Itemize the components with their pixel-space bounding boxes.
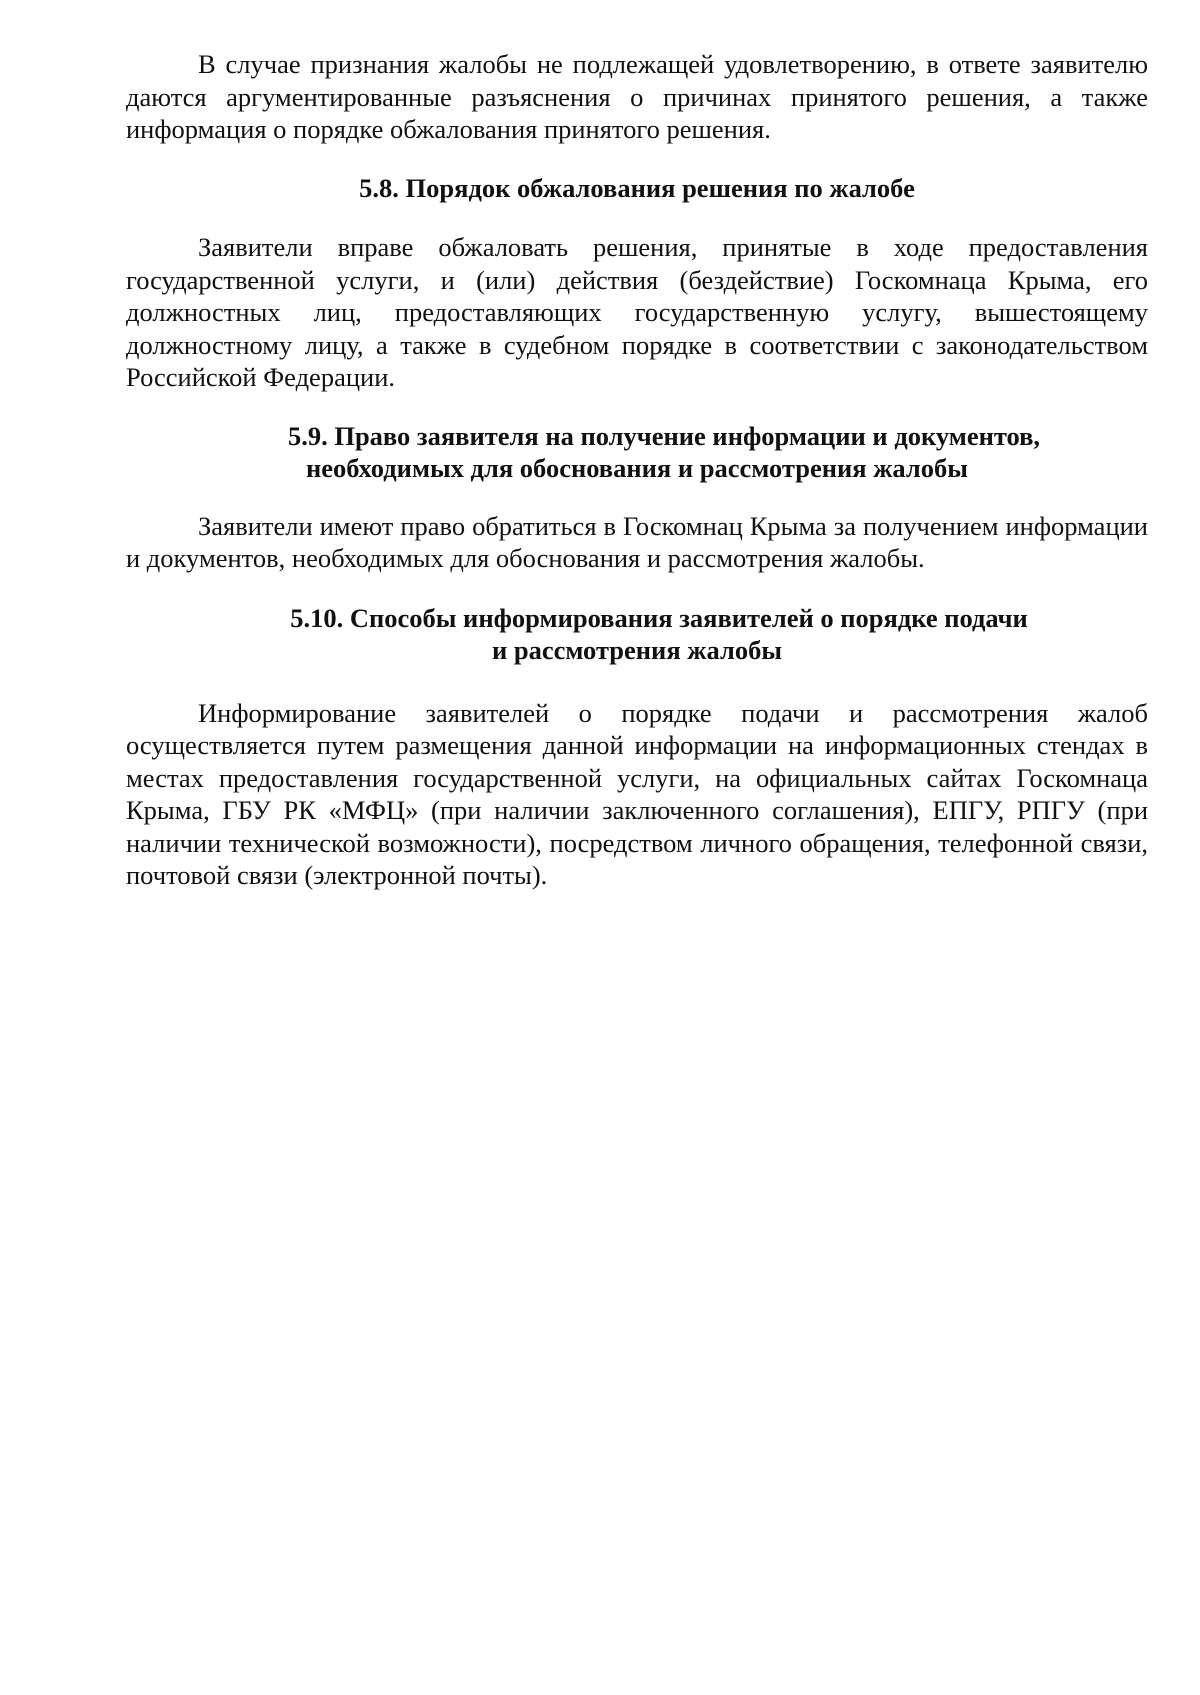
heading-5-10 bbox=[126, 602, 1148, 667]
paragraph-5-9: Заявители имеют право обратиться в Госкомнац Крыма за получением информации и документов, необходимых для обоснования и рассмотрения жалобы. bbox=[126, 510, 1148, 573]
heading-5-10-line-1: 5.10. Способы информирования заявителей о порядке подачи bbox=[290, 602, 1028, 633]
heading-5-10-line-2: и рассмотрения жалобы bbox=[491, 635, 783, 665]
heading-5-9-line-2: необходимых для обоснования и рассмотрения жалобы bbox=[306, 453, 968, 483]
paragraph-complaint-rejection: В случае признания жалобы не подлежащей удовлетворению, в ответе заявителю даются аргументированные разъяснения о причинах принятого решения, а также информация о порядке обжалования принятого решения. bbox=[126, 49, 1148, 144]
paragraph-5-8: Заявители вправе обжаловать решения, принятые в ходе предоставления государственной услуги, и (или) действия (бездействие) Госкомнаца Крыма, его должностных лиц, предоставляющих государственную услугу, вышестоящему должностному лицу, а также в судебном порядке в соответствии с законодательством Российской Федерации. bbox=[126, 232, 1148, 392]
document-page bbox=[126, 48, 1148, 892]
heading-5-8 bbox=[126, 172, 1148, 205]
paragraph-5-10: Информирование заявителей о порядке подачи и рассмотрения жалоб осуществляется путем размещения данной информации на информационных стендах в местах предоставления государственной услуги, на официальных сайтах Госкомнаца Крыма, ГБУ РК «МФЦ» (при наличии заключенного соглашения), ЕПГУ, РПГУ (при наличии технической возможности), посредством личного обращения, телефонной связи, почтовой связи (электронной почты). bbox=[126, 697, 1148, 890]
heading-5-9 bbox=[126, 420, 1148, 485]
heading-5-9-line-1: 5.9. Право заявителя на получение информации и документов, bbox=[287, 420, 1041, 451]
heading-5-8-text: 5.8. Порядок обжалования решения по жалобе bbox=[359, 172, 915, 203]
